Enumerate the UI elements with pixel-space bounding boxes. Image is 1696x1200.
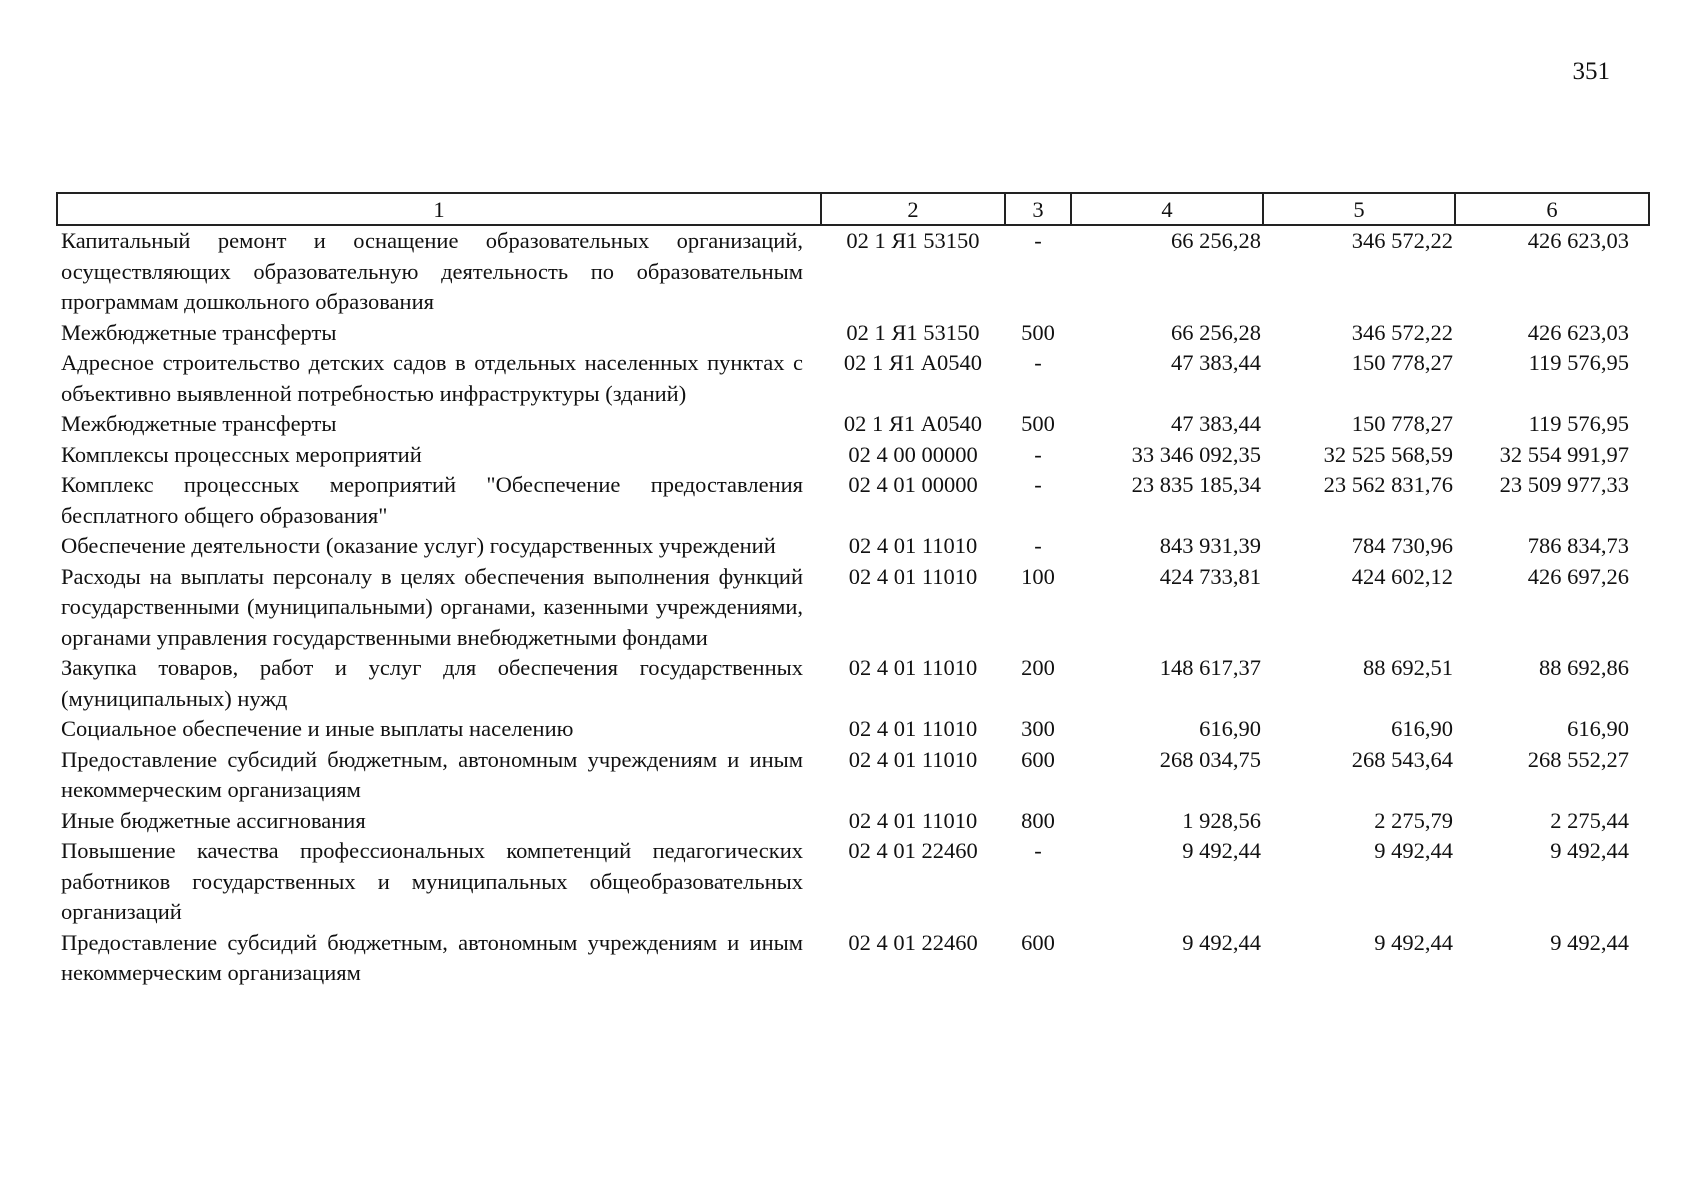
row-expense-type: 100	[1021, 563, 1055, 589]
row-value-4: 616,90	[1199, 716, 1261, 741]
table-row	[57, 348, 1649, 409]
table-row	[57, 806, 1649, 837]
table-row	[57, 836, 1649, 928]
row-value-5: 268 543,64	[1351, 746, 1453, 772]
header-col-6: 6	[1455, 193, 1649, 225]
row-value-5: 150 778,27	[1351, 411, 1453, 436]
row-value-4: 9 492,44	[1182, 929, 1261, 955]
row-value-5: 9 492,44	[1374, 838, 1453, 863]
row-value-4: 268 034,75	[1159, 746, 1261, 772]
row-code: 02 4 01 00000	[848, 472, 978, 497]
row-value-4: 9 492,44	[1182, 838, 1261, 863]
row-value-5: 150 778,27	[1351, 350, 1453, 375]
row-value-4: 66 256,28	[1171, 319, 1261, 345]
row-value-4: 33 346 092,35	[1131, 441, 1261, 467]
header-col-5: 5	[1263, 193, 1455, 225]
row-value-4: 47 383,44	[1171, 411, 1261, 436]
row-code: 02 1 Я1 53150	[846, 228, 980, 253]
row-expense-type: -	[1034, 228, 1042, 253]
row-name: Комплекс процессных мероприятий "Обеспечение предоставления бесплатного общего образования"	[61, 472, 803, 528]
row-code: 02 4 00 00000	[848, 441, 978, 467]
row-name: Повышение качества профессиональных компетенций педагогических работников государственных и муниципальных общеобразовательных организаций	[61, 838, 803, 924]
table-row	[57, 653, 1649, 714]
row-expense-type: 600	[1021, 746, 1055, 772]
row-expense-type: 800	[1021, 807, 1055, 833]
row-name: Комплексы процессных мероприятий	[61, 441, 422, 467]
row-name: Предоставление субсидий бюджетным, автономным учреждениям и иным некоммерческим организациям	[61, 746, 803, 802]
row-name: Закупка товаров, работ и услуг для обеспечения государственных (муниципальных) нужд	[61, 655, 803, 711]
row-name: Предоставление субсидий бюджетным, автономным учреждениям и иным некоммерческим организациям	[61, 929, 803, 985]
row-value-4: 66 256,28	[1171, 228, 1261, 253]
row-value-6: 9 492,44	[1550, 838, 1629, 863]
table-row	[57, 440, 1649, 471]
row-name: Капитальный ремонт и оснащение образовательных организаций, осуществляющих образовательную деятельность по образовательным программам дошкольного образования	[61, 228, 803, 314]
row-value-5: 88 692,51	[1363, 655, 1453, 680]
row-code: 02 4 01 11010	[848, 533, 978, 558]
row-name: Адресное строительство детских садов в отдельных населенных пунктах с объективно выявленной потребностью инфраструктуры (зданий)	[61, 350, 803, 406]
row-value-6: 88 692,86	[1539, 655, 1629, 680]
table-row	[57, 714, 1649, 745]
row-name: Социальное обеспечение и иные выплаты населению	[61, 716, 574, 741]
row-name: Межбюджетные трансферты	[61, 411, 337, 436]
row-value-6: 426 623,03	[1527, 228, 1629, 253]
row-code: 02 4 01 11010	[848, 746, 978, 772]
row-code: 02 4 01 11010	[848, 655, 978, 680]
row-value-4: 148 617,37	[1159, 655, 1261, 680]
row-expense-type: -	[1034, 472, 1042, 497]
budget-table	[56, 192, 1650, 989]
header-col-4: 4	[1071, 193, 1263, 225]
row-expense-type: 200	[1021, 655, 1055, 680]
table-row	[57, 470, 1649, 531]
table-row	[57, 745, 1649, 806]
row-name: Обеспечение деятельности (оказание услуг) государственных учреждений	[61, 533, 776, 558]
header-col-1: 1	[57, 193, 821, 225]
row-value-5: 424 602,12	[1351, 563, 1453, 589]
row-value-6: 268 552,27	[1527, 746, 1629, 772]
row-value-6: 119 576,95	[1528, 350, 1629, 375]
table-header	[57, 193, 1649, 225]
row-code: 02 4 01 11010	[848, 716, 978, 741]
row-value-4: 23 835 185,34	[1131, 472, 1261, 497]
row-expense-type: -	[1034, 838, 1042, 863]
row-expense-type: -	[1034, 350, 1042, 375]
row-value-5: 2 275,79	[1374, 807, 1453, 833]
row-value-6: 32 554 991,97	[1499, 441, 1629, 467]
row-name: Иные бюджетные ассигнования	[61, 807, 366, 833]
row-code: 02 4 01 11010	[848, 807, 978, 833]
row-value-6: 9 492,44	[1550, 929, 1629, 955]
row-value-5: 616,90	[1391, 716, 1453, 741]
table-row	[57, 225, 1649, 318]
header-row	[57, 193, 1649, 225]
row-code: 02 4 01 22460	[848, 838, 978, 863]
row-value-6: 23 509 977,33	[1499, 472, 1629, 497]
row-value-4: 47 383,44	[1171, 350, 1261, 375]
table-row	[57, 928, 1649, 989]
row-value-5: 9 492,44	[1374, 929, 1453, 955]
row-value-5: 346 572,22	[1351, 319, 1453, 345]
header-col-3: 3	[1005, 193, 1071, 225]
row-expense-type: -	[1034, 533, 1042, 558]
row-value-5: 23 562 831,76	[1323, 472, 1453, 497]
row-code: 02 1 Я1 А0540	[843, 350, 983, 375]
row-expense-type: 600	[1021, 929, 1055, 955]
row-expense-type: 500	[1021, 411, 1055, 436]
row-code: 02 1 Я1 А0540	[843, 411, 983, 436]
row-value-6: 426 697,26	[1527, 563, 1629, 589]
row-value-6: 616,90	[1567, 716, 1629, 741]
table-row	[57, 318, 1649, 349]
row-value-6: 119 576,95	[1528, 411, 1629, 436]
row-value-5: 784 730,96	[1351, 533, 1453, 558]
row-code: 02 1 Я1 53150	[846, 319, 980, 345]
page-number: 351	[1572, 58, 1610, 85]
row-value-6: 426 623,03	[1527, 319, 1629, 345]
header-col-2: 2	[821, 193, 1005, 225]
table-body	[57, 225, 1649, 989]
table-row	[57, 562, 1649, 654]
row-value-6: 786 834,73	[1527, 533, 1629, 558]
table-row	[57, 531, 1649, 562]
row-name: Межбюджетные трансферты	[61, 319, 337, 345]
row-expense-type: 500	[1021, 319, 1055, 345]
row-value-4: 424 733,81	[1159, 563, 1261, 589]
row-value-4: 843 931,39	[1159, 533, 1261, 558]
row-value-5: 346 572,22	[1351, 228, 1453, 253]
row-name: Расходы на выплаты персоналу в целях обеспечения выполнения функций государственными (муниципальными) органами, казенными учреждениями, органами управления государственными внебюджетными фондами	[61, 563, 803, 650]
table-row	[57, 409, 1649, 440]
row-value-6: 2 275,44	[1550, 807, 1629, 833]
row-code: 02 4 01 22460	[848, 929, 978, 955]
row-expense-type: -	[1034, 441, 1042, 467]
row-value-4: 1 928,56	[1182, 807, 1261, 833]
row-code: 02 4 01 11010	[848, 563, 978, 589]
row-expense-type: 300	[1021, 716, 1055, 741]
row-value-5: 32 525 568,59	[1323, 441, 1453, 467]
